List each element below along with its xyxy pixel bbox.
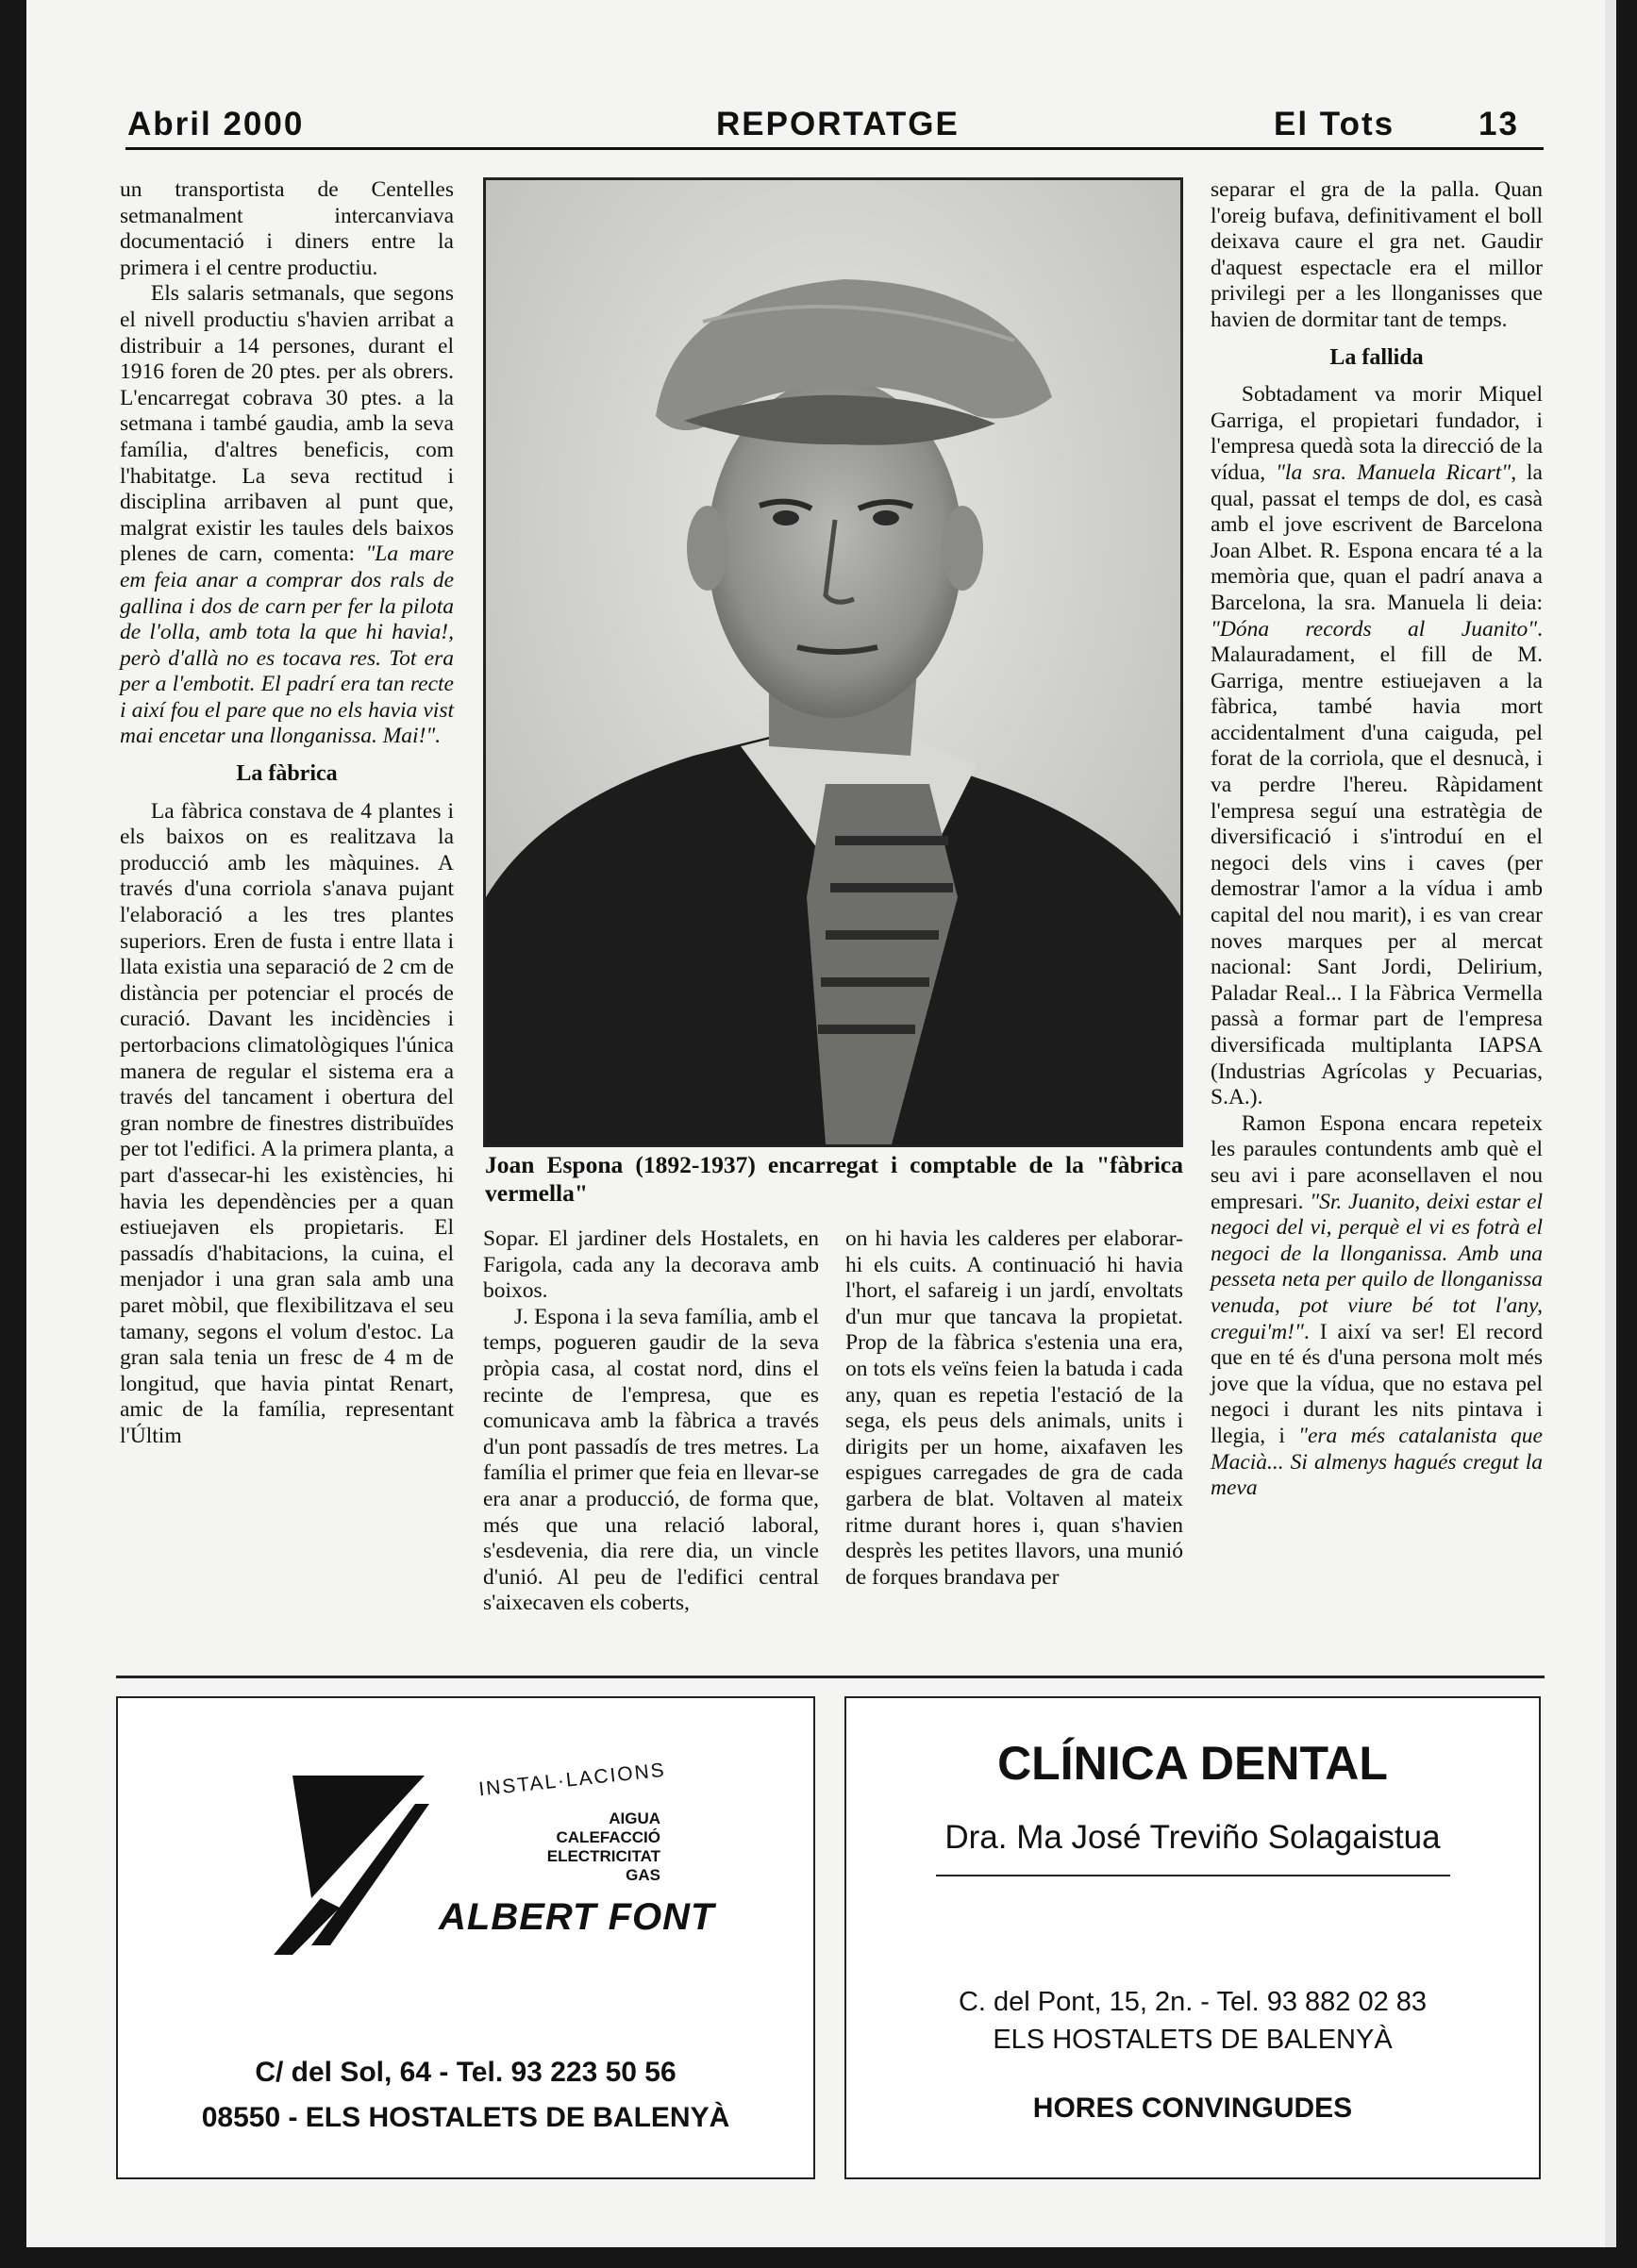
paragraph: [1211, 382, 1543, 1111]
paragraph-text: Els salaris setmanals, que segons el nivell productiu s'havien arribat a distribuir a 14 persones, durant el 1916 foren de 20 ptes. per als obrers. L'encarregat cobrava 30 ptes. a la setmana i també gaudia, amb la seva família, d'altres beneficis, com l'habitatge. La seva rectitud i disciplina arribaven al punt que, malgrat existir les taules dels baixos plenes de carn, comenta:: [120, 281, 454, 567]
article-column-4: [1211, 177, 1543, 1502]
article-column-2: [483, 1226, 819, 1617]
publication-name: El Tots: [1274, 106, 1395, 142]
section-title: REPORTATGE: [716, 106, 960, 142]
paragraph: La fàbrica constava de 4 plantes i els baixos on es realitzava la producció amb les màquines. A través d'una corriola s'anava pujant l'elaboració a les tres plantes superiors. Eren de fusta i entre llata i llata existia una separació de 2 cm de distància per potenciar el procés de curació. Davant les incidències i pertorbacions climatològiques l'única manera de regular el sistema era a través del tancament i obertura del gran nombre de finestres distribuïdes per tot l'edifici. A la primera planta, a part d'assecar-hi les existències, hi havia les dependències per a quan estiuejaven els propietaris. El passadís d'habitacions, la cuina, el menjador i una gran sala amb una paret mòbil, que flexibilitzava el seu tamany, segons el volum d'estoc. La gran sala tenia un fresc de 4 m de longitud, que havia pintat Renart, amic de la família, representant l'Últim: [120, 798, 454, 1448]
paragraph: separar el gra de la palla. Quan l'oreig bufava, definitivament el boll deixava caure el gra net. Gaudir d'aquest espectacle era el millor privilegi per a les llonganisses que havien de dormitar tant de temps.: [1211, 177, 1543, 332]
brand-name: ALBERT FONT: [439, 1896, 715, 1938]
doctor-name: Dra. Ma José Treviño Solagaistua: [944, 1819, 1441, 1856]
portrait-photo: [483, 177, 1183, 1147]
paragraph: [1211, 1111, 1543, 1502]
scan-edge-right: [1616, 0, 1637, 2268]
paragraph-text: . Malauradament, el fill de M. Garriga, mentre estiuejaven a la fàbrica, també havia mort accidentalment d'una caiguda, pel forat de la corriola, que el desnucà, i va perdre l'hereu. Ràpidament l'empresa seguí una estratègia de diversificació i s'introduí en el negoci dels vins i caves (per demostrar l'amor a la vídua i amb capital del nou marit), i es van crear noves marques per al mercat nacional: Sant Jordi, Delirium, Paladar Real... I la Fàbrica Vermella passà a formar part de l'empresa diversificada multiplanta IAPSA (Industrias Agrícolas y Pecuarias, S.A.).: [1211, 616, 1543, 1110]
service-item: ELECTRICITAT: [546, 1847, 660, 1865]
article-column-1: [120, 177, 454, 1450]
clinic-town: ELS HOSTALETS DE BALENYÀ: [993, 2025, 1393, 2055]
clinic-address: C. del Pont, 15, 2n. - Tel. 93 882 02 83: [958, 1987, 1428, 2017]
quote: "Dóna records al Juanito": [1211, 616, 1538, 642]
subheading: La fàbrica: [236, 761, 338, 787]
quote: "la sra. Manuela Ricart": [1276, 459, 1512, 485]
paragraph: on hi havia les calderes per elaborar-hi els cuits. A continuació hi havia l'hort, el safareig i un jardí, envoltats d'un mur que tancava la propietat. Prop de la fàbrica s'estenia una era, on tots els veïns feien la batuda i cada any, quan es repetia l'estació de la sega, els peus dels animals, units i dirigits per un home, aixafaven les espigues carregades de gra de cada garbera de blat. Voltaven al mateix ritme durant hores i, quan s'havien desprès les petites llavors, una munió de forques brandava per: [845, 1226, 1183, 1590]
clinic-hours: HORES CONVINGUDES: [1032, 2093, 1353, 2124]
paragraph-text: . I així va ser! El record que en té és d'una persona molt més jove que la vídua, que no estava pel negoci i durant les nits pintava i llegia, i: [1211, 1319, 1543, 1448]
albert-font-logo-icon: [274, 1766, 434, 1955]
advertisement-clinica-dental: [844, 1696, 1541, 2179]
issue-date: Abril 2000: [127, 106, 305, 142]
subheading: La fallida: [1329, 344, 1424, 370]
service-item: CALEFACCIÓ: [556, 1828, 660, 1846]
scan-edge-left: [0, 0, 26, 2268]
services-list: [481, 1809, 660, 1885]
clinic-title: CLÍNICA DENTAL: [997, 1737, 1388, 1790]
scan-edge-bottom: [0, 2247, 1637, 2268]
header-rule: [125, 147, 1544, 150]
ad-town: 08550 - ELS HOSTALETS DE BALENYÀ: [201, 2102, 730, 2133]
paragraph-text: Ramon Espona encara repeteix les paraules contundents amb què el seu avi i pare aconsellaven el nou empresari.: [1211, 1110, 1543, 1214]
page-number: 13: [1478, 106, 1519, 142]
quote: "La mare em feia anar a comprar dos rals de gallina i dos de carn per fer la pilota de l'olla, amb tota la que hi havia!, però d'allà no es tocava res. Tot era per a l'embotit. El padrí era tan recte i així fou el pare que no els havia vist mai encetar una llonganissa. Mai!".: [120, 542, 454, 749]
clinic-divider: [936, 1875, 1450, 1876]
paragraph: J. Espona i la seva família, amb el temps, pogueren gaudir de la seva pròpia casa, al costat nord, dins el recinte de l'empresa, que es comunicava amb la fàbrica a través d'un pont passadís de tres metres. La família el primer que feia en llevar-se era anar a producció, de forma que, més que una relació laboral, s'esdevenia, dia rere dia, un vincle d'unió. Al peu de l'edifici central s'aixecaven els coberts,: [483, 1304, 819, 1616]
service-item: GAS: [626, 1866, 660, 1884]
portrait-illustration: [486, 180, 1180, 1144]
quote: "Sr. Juanito, deixi estar el negoci del vi, perquè el vi es fotrà el negoci de la llonganissa. Amb una pesseta neta per quilo de llonganissa venuda, pot viure bé tot l'any, cregui'm!": [1211, 1189, 1543, 1344]
quote: "era més catalanista que Macià... Si almenys hagués cregut la meva: [1211, 1423, 1543, 1501]
service-item: AIGUA: [609, 1809, 660, 1827]
page-header: [125, 102, 1541, 143]
installacions-label: INSTAL·LACIONS: [477, 1759, 667, 1801]
ad-address: C/ del Sol, 64 - Tel. 93 223 50 56: [255, 2057, 677, 2088]
paragraph: Sopar. El jardiner dels Hostalets, en Farigola, cada any la decorava amb boixos.: [483, 1226, 819, 1304]
article-column-3: [845, 1226, 1183, 1591]
ads-divider: [116, 1676, 1545, 1678]
paragraph-text: Sobtadament va morir Miquel Garriga, el propietari fundador, i l'empresa quedà sota la direcció de la vídua,: [1211, 382, 1543, 485]
paragraph: [120, 281, 454, 750]
paragraph: un transportista de Centelles setmanalment intercanviava documentació i diners entre la primera i el centre productiu.: [120, 177, 454, 280]
photo-caption: Joan Espona (1892-1937) encarregat i comptable de la "fàbrica vermella": [485, 1151, 1183, 1207]
advertisement-albert-font: [116, 1696, 815, 2179]
paragraph-text: , la qual, passat el temps de dol, es casà amb el jove escrivent de Barcelona Joan Albet. R. Espona encara té a la memòria que, quan el padrí anava a Barcelona, la sra. Manuela li deia:: [1211, 459, 1543, 615]
scan-edge-right-shadow: [1605, 0, 1616, 2268]
